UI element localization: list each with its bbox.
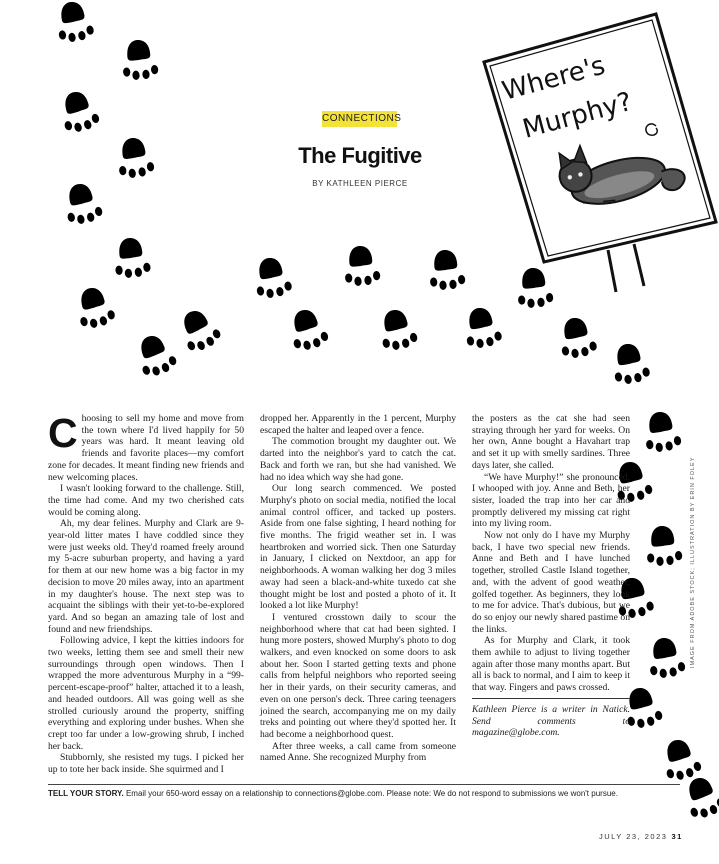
submission-lead: TELL YOUR STORY. — [48, 789, 124, 798]
article-title: The Fugitive — [298, 143, 422, 168]
paragraph: After three weeks, a call came from someone named Anne. She recognized Murphy from — [260, 740, 456, 764]
paragraph: “We have Murphy!” she pronounced. I whooped with joy. Anne and Beth, her sister, loaded the trap into her car and promptly delivered my missing cat right into my living room. — [472, 471, 630, 530]
drop-cap: C — [48, 410, 78, 456]
paragraph: Ah, my dear felines. Murphy and Clark are 9-year-old litter mates I have coddled since they were just weeks old. They'd roamed freely around my 5-acre suburban property, and having a yard for them at our new home was a big factor in my decision to move 20 miles away, into an apartment in my daughter's house. The next step was to acquaint the siblings with their yet-to-be-explored yard. And so began an amazing tale of lost and found and new friendships. — [48, 518, 244, 635]
submission-note — [48, 789, 688, 798]
issue-date: JULY 23, 2023 — [599, 832, 668, 841]
paragraph: dropped her. Apparently in the 1 percent, Murphy escaped the halter and leaped over a fence. — [260, 413, 456, 436]
paragraph: the posters as the cat she had seen straying through her yard for weeks. On her own, Anne bought a Havahart trap and set it up with smelly sardines. Three days later, she called. — [472, 413, 630, 471]
paragraph: The commotion brought my daughter out. We darted into the neighbor's yard to catch the cat. Back and forth we ran, but she had vanished. We had no idea which way she had gone. — [260, 436, 456, 483]
paragraph: Our long search commenced. We posted Murphy's photo on social media, notified the local animal control officer, and tacked up posters. Aside from one false sighting, I heard nothing for five months. The frigid weather set in. I was heartbroken and worried sick. Then one Saturday in January, I clicked on Nextdoor, an app for neighborhoods. A woman walking her dog 3 miles away had seen a black-and-white tuxedo cat she thought might be lost and posted a photo of it. It looked a lot like Murphy! — [260, 483, 456, 612]
wheres-murphy-sign — [484, 14, 716, 292]
author-bio: Kathleen Pierce is a writer in Natick. Send comments to magazine@globe.com. — [472, 703, 630, 739]
image-credit: IMAGE FROM ADOBE STOCK; ILLUSTRATION BY ERIN FOLEY — [690, 456, 696, 668]
paragraph: Following advice, I kept the kitties indoors for two weeks, letting them see and smell their new surroundings through open windows. Then I wrapped the more adventurous Murphy in a “99-percent-escape-proof” halter, attached it to a leash, and headed outdoors. All was going well as she strolled curiously around the property, sniffing everything and exploring under bushes. When she crept too far under a low-growing shrub, I inched her back. — [48, 635, 244, 752]
footer-divider — [48, 784, 680, 785]
paragraph: hoosing to sell my home and move from the town where I'd lived happily for 50 years was hard. It meant leaving old friends and favorite places—my comfort zone for decades. It meant finding new friends and new welcoming places. — [48, 413, 244, 483]
byline: BY KATHLEEN PIERCE — [312, 179, 408, 188]
paw-trail-left — [54, 0, 224, 380]
article-column-1 — [48, 410, 244, 776]
paragraph: Stubbornly, she resisted my tugs. I picked her up to tote her back inside. She squirmed and I — [48, 752, 244, 776]
page-number: 31 — [671, 832, 683, 841]
section-tag: CONNECTIONS — [322, 111, 397, 127]
folio — [599, 832, 683, 841]
bio-divider — [472, 698, 630, 699]
article-column-3 — [472, 413, 630, 739]
paragraph: I ventured crosstown daily to scour the neighborhood where that cat had been sighted. I hung more posters, showed Murphy's photo to dog walkers, and even knocked on some doors to ask about her. Soon I started getting texts and phone calls from helpful neighbors who reported seeing her in their yards, on their security cameras, and even on one person's deck. Three caring teenagers joined the search, accompanying me on my daily treks and pointing out where they'd spotted her. It had become a neighborhood quest. — [260, 611, 456, 740]
sign-line-2: Murphy? — [519, 86, 636, 145]
paragraph: I wasn't looking forward to the challenge. Still, the time had come. And my two cherished cats would be coming along. — [48, 483, 244, 518]
sign-line-1: Where's — [499, 50, 609, 107]
submission-text: Email your 650-word essay on a relationship to connections@globe.com. Please note: We do not respond to submissions we won't pursue. — [123, 789, 618, 798]
paragraph: As for Murphy and Clark, it took them awhile to adjust to living together again after those many months apart. But all is back to normal, and I aim to keep it that way. Fingers and paws crossed. — [472, 635, 630, 694]
article-column-2 — [260, 413, 456, 764]
paragraph: Now not only do I have my Murphy back, I have two special new friends. Anne and Beth and I have lunched together, strolled Castle Island together, and, with the advent of good weather, golfed together. As beginners, they look to me for advice. That's dubious, but we do so enjoy our newly shared pastime on the links. — [472, 530, 630, 635]
